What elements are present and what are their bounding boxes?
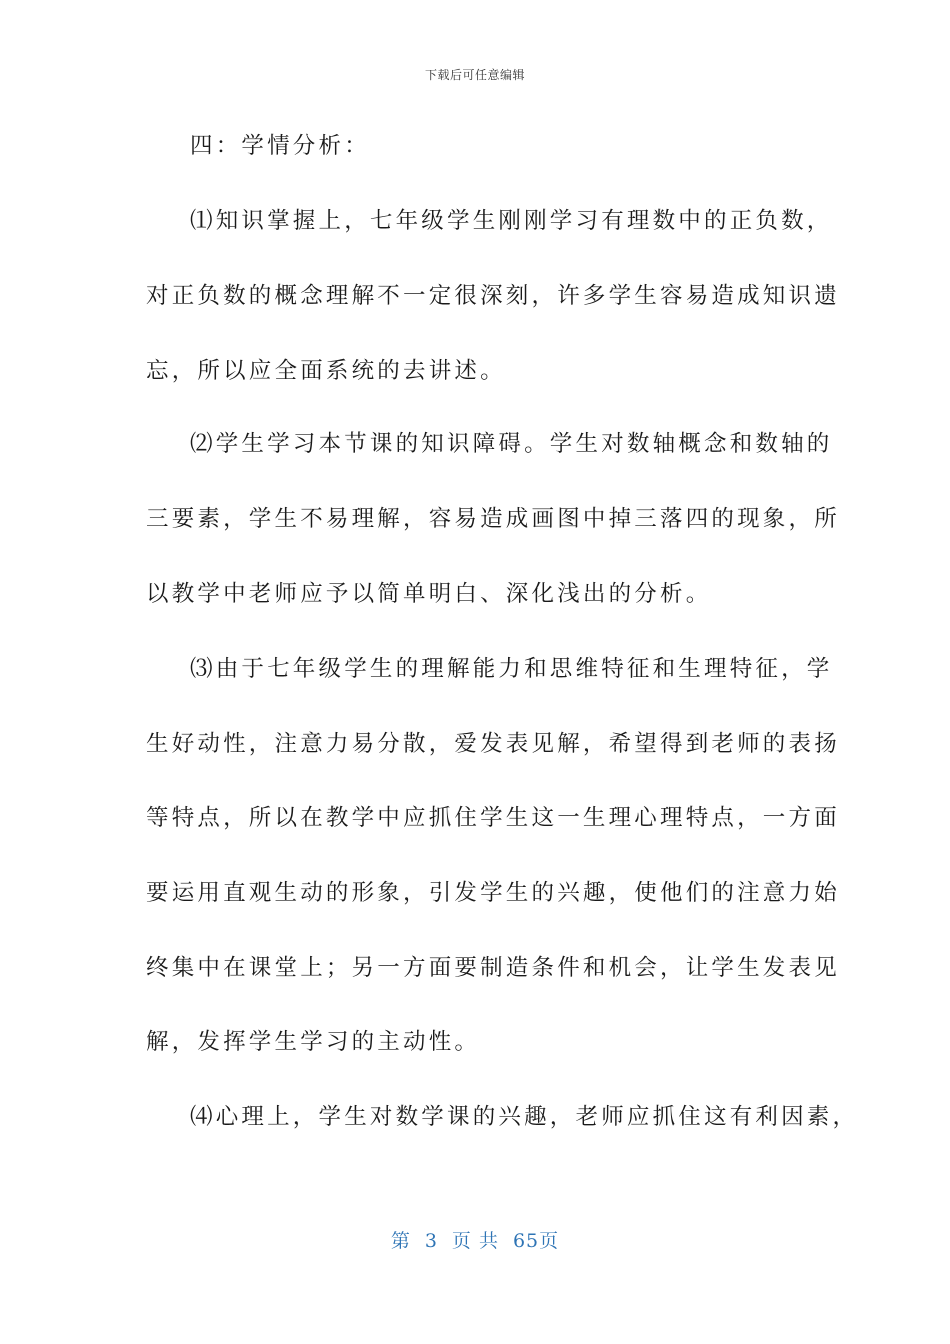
paragraph-line: 解，发挥学生学习的主动性。 bbox=[146, 1029, 481, 1055]
page-footer bbox=[0, 1226, 950, 1253]
footer-prefix: 第 bbox=[390, 1230, 411, 1252]
paragraph-line: 三要素，学生不易理解，容易造成画图中掉三落四的现象，所 bbox=[146, 506, 840, 532]
paragraph-line: 终集中在课堂上；另一方面要制造条件和机会，让学生发表见 bbox=[146, 955, 840, 981]
paragraph-line: 要运用直观生动的形象，引发学生的兴趣，使他们的注意力始 bbox=[146, 880, 840, 906]
paragraph-line: 对正负数的概念理解不一定很深刻，许多学生容易造成知识遗 bbox=[146, 283, 840, 309]
paragraph-line: ⑷心理上，学生对数学课的兴趣，老师应抓住这有利因素， bbox=[190, 1104, 859, 1130]
paragraph-line: 生好动性，注意力易分散，爱发表见解，希望得到老师的表扬 bbox=[146, 731, 840, 757]
footer-total-pages: 65 bbox=[512, 1230, 540, 1252]
section-heading: 四：学情分析： bbox=[190, 133, 370, 159]
paragraph-line: 以教学中老师应予以简单明白、深化浅出的分析。 bbox=[146, 581, 712, 607]
header-note: 下载后可任意编辑 bbox=[424, 68, 525, 82]
footer-suffix: 页 bbox=[539, 1230, 560, 1252]
paragraph-line: ⑵学生学习本节课的知识障碍。学生对数轴概念和数轴的 bbox=[190, 431, 833, 457]
footer-middle: 页 共 bbox=[451, 1230, 499, 1252]
paragraph-line: ⑴知识掌握上，七年级学生刚刚学习有理数中的正负数， bbox=[190, 208, 833, 234]
paragraph-line: 等特点，所以在教学中应抓住学生这一生理心理特点，一方面 bbox=[146, 805, 840, 831]
paragraph-line: 忘，所以应全面系统的去讲述。 bbox=[146, 358, 506, 384]
paragraph-line: ⑶由于七年级学生的理解能力和思维特征和生理特征，学 bbox=[190, 656, 833, 682]
footer-page-number: 3 bbox=[424, 1230, 438, 1252]
